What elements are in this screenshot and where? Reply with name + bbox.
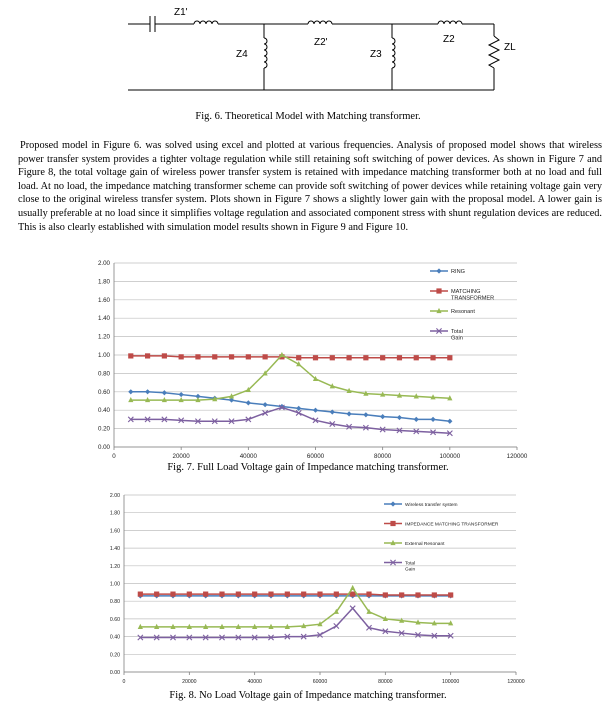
data-point [334,592,339,597]
y-tick-label: 1.40 [109,546,120,553]
data-point [313,355,318,360]
data-point [432,592,437,597]
data-point [346,411,351,416]
series-line [131,407,450,433]
data-point [145,353,150,358]
data-point [430,355,435,360]
data-point [212,354,217,359]
data-point [285,592,290,597]
data-point [447,355,452,360]
legend-entry [430,308,475,315]
x-tick-label: 80000 [378,679,393,685]
y-tick-label: 1.60 [109,528,120,535]
x-tick-label: 120000 [507,679,525,685]
y-tick-label: 2.00 [109,493,120,499]
legend-label: Wireless transfer system [405,503,458,508]
data-point [313,408,318,413]
legend-entry [384,521,499,528]
legend-marker [436,268,441,273]
x-tick-label: 20000 [182,679,197,685]
data-point [397,415,402,420]
label-z3: Z3 [370,49,382,60]
y-tick-label: 1.00 [109,581,120,588]
data-point [145,389,150,394]
y-tick-label: 1.80 [109,510,120,517]
x-tick-label: 120000 [506,453,528,458]
data-point [128,353,133,358]
data-point [154,592,159,597]
fig7-caption: Fig. 7. Full Load Voltage gain of Impedance matching transformer. [167,462,449,473]
paragraph-text: Proposed model in Figure 6. was solved using excel and plotted at various frequencies. Analysis of proposed model shows that wireless power transfer system provides a tighter voltage regulation while still retaining soft switching of power devices. As shown in Figure 7 and Figure 8, the total voltage gain of wireless power transfer system is retained with impedance matching transformer both at no load and full load. At no load, the impedance matching transformer scheme can provide soft switching of power devices while retaining voltage gain very close to the original wireless transfer system. Plots shown in Figure 7 shows a slightly lower gain with the proposal model. A lower gain is usually preferable at no load since it simplifies voltage regulation and associated component stress with shunt regulation devices are reduced. This is also clearly established with simulation model results shown in Figure 9 and Figure 10. [18,140,602,233]
data-point [366,592,371,597]
y-tick-label: 1.20 [97,333,110,341]
circuit-diagram [120,2,520,98]
y-tick-label: 0.00 [97,444,110,451]
data-point [296,355,301,360]
x-tick-label: 100000 [442,679,460,685]
y-tick-label: 0.00 [109,670,120,676]
label-zl: ZL [504,42,516,53]
legend-label: Resonant [451,309,475,315]
data-point [330,355,335,360]
legend-entry [384,501,458,508]
series-line [140,608,450,637]
data-point [415,592,420,597]
series-2 [138,585,454,629]
data-point [350,606,355,611]
y-tick-label: 1.40 [97,315,110,323]
data-point [317,592,322,597]
legend-label: RING [451,269,465,275]
y-tick-label: 0.40 [109,634,120,641]
x-tick-label: 0 [112,453,116,458]
y-tick-label: 0.40 [97,407,110,415]
data-point [179,354,184,359]
x-tick-label: 40000 [247,679,262,685]
data-point [246,354,251,359]
data-point [380,355,385,360]
data-point [346,355,351,360]
legend-marker [390,501,395,506]
data-point [334,623,339,628]
series-line [131,355,450,400]
data-point [219,592,224,597]
data-point [187,592,192,597]
legend-label: External Resonant [405,542,445,547]
x-tick-label: 0 [122,679,126,685]
data-point [383,592,388,597]
legend-marker [436,288,441,293]
data-point [203,592,208,597]
y-tick-label: 0.60 [97,388,110,396]
x-tick-label: 100000 [439,453,461,458]
data-point [414,417,419,422]
legend-entry [430,328,463,341]
data-point [128,389,133,394]
series-1 [138,592,454,598]
data-point [162,353,167,358]
legend-label: IMPEDANCE MATCHING TRANSFORMER [405,522,499,528]
series-0 [128,389,452,424]
fig7-chart [80,258,536,458]
series-3 [128,405,452,436]
x-tick-label: 60000 [312,679,328,685]
data-point [246,400,251,405]
data-point [170,592,175,597]
data-point [363,412,368,417]
data-point [448,592,453,597]
data-point [162,390,167,395]
data-point [179,392,184,397]
data-point [397,355,402,360]
y-tick-label: 1.80 [97,278,110,286]
label-z1p: Z1' [174,7,188,18]
legend-entry [430,268,465,275]
fig8-caption: Fig. 8. No Load Voltage gain of Impedance matching transformer. [169,690,447,701]
data-point [252,592,257,597]
fig8-chart [96,490,536,688]
y-tick-label: 1.20 [109,563,120,570]
legend-marker [390,521,395,526]
data-point [268,592,273,597]
y-tick-label: 1.00 [97,352,110,359]
y-tick-label: 0.80 [109,599,120,606]
data-point [380,414,385,419]
legend-label: Total Gain [405,561,416,573]
y-tick-label: 1.60 [97,296,110,304]
data-point [447,419,452,424]
label-z4: Z4 [236,49,248,60]
data-point [263,402,268,407]
data-point [195,354,200,359]
data-point [350,592,355,597]
x-tick-label: 80000 [374,453,392,458]
data-point [350,585,355,590]
y-tick-label: 0.20 [109,652,120,659]
body-paragraph [18,139,602,234]
y-tick-label: 0.20 [97,425,110,433]
label-z2p: Z2' [314,37,328,48]
data-point [363,355,368,360]
data-point [301,592,306,597]
x-tick-label: 40000 [239,453,257,458]
data-point [263,354,268,359]
series-3 [138,606,454,640]
label-z2: Z2 [443,34,455,45]
data-point [430,417,435,422]
data-point [229,354,234,359]
legend-entry [384,540,445,547]
data-point [414,355,419,360]
y-tick-label: 0.80 [97,370,110,378]
data-point [399,592,404,597]
x-tick-label: 60000 [306,453,325,458]
data-point [236,592,241,597]
y-tick-label: 0.60 [109,616,120,623]
y-tick-label: 2.00 [97,260,110,267]
data-point [138,592,143,597]
x-tick-label: 20000 [172,453,190,458]
legend-label: MATCHING TRANSFORMER [451,289,495,302]
legend-label: Total Gain [451,329,463,342]
fig6-caption: Fig. 6. Theoretical Model with Matching transformer. [195,111,421,122]
